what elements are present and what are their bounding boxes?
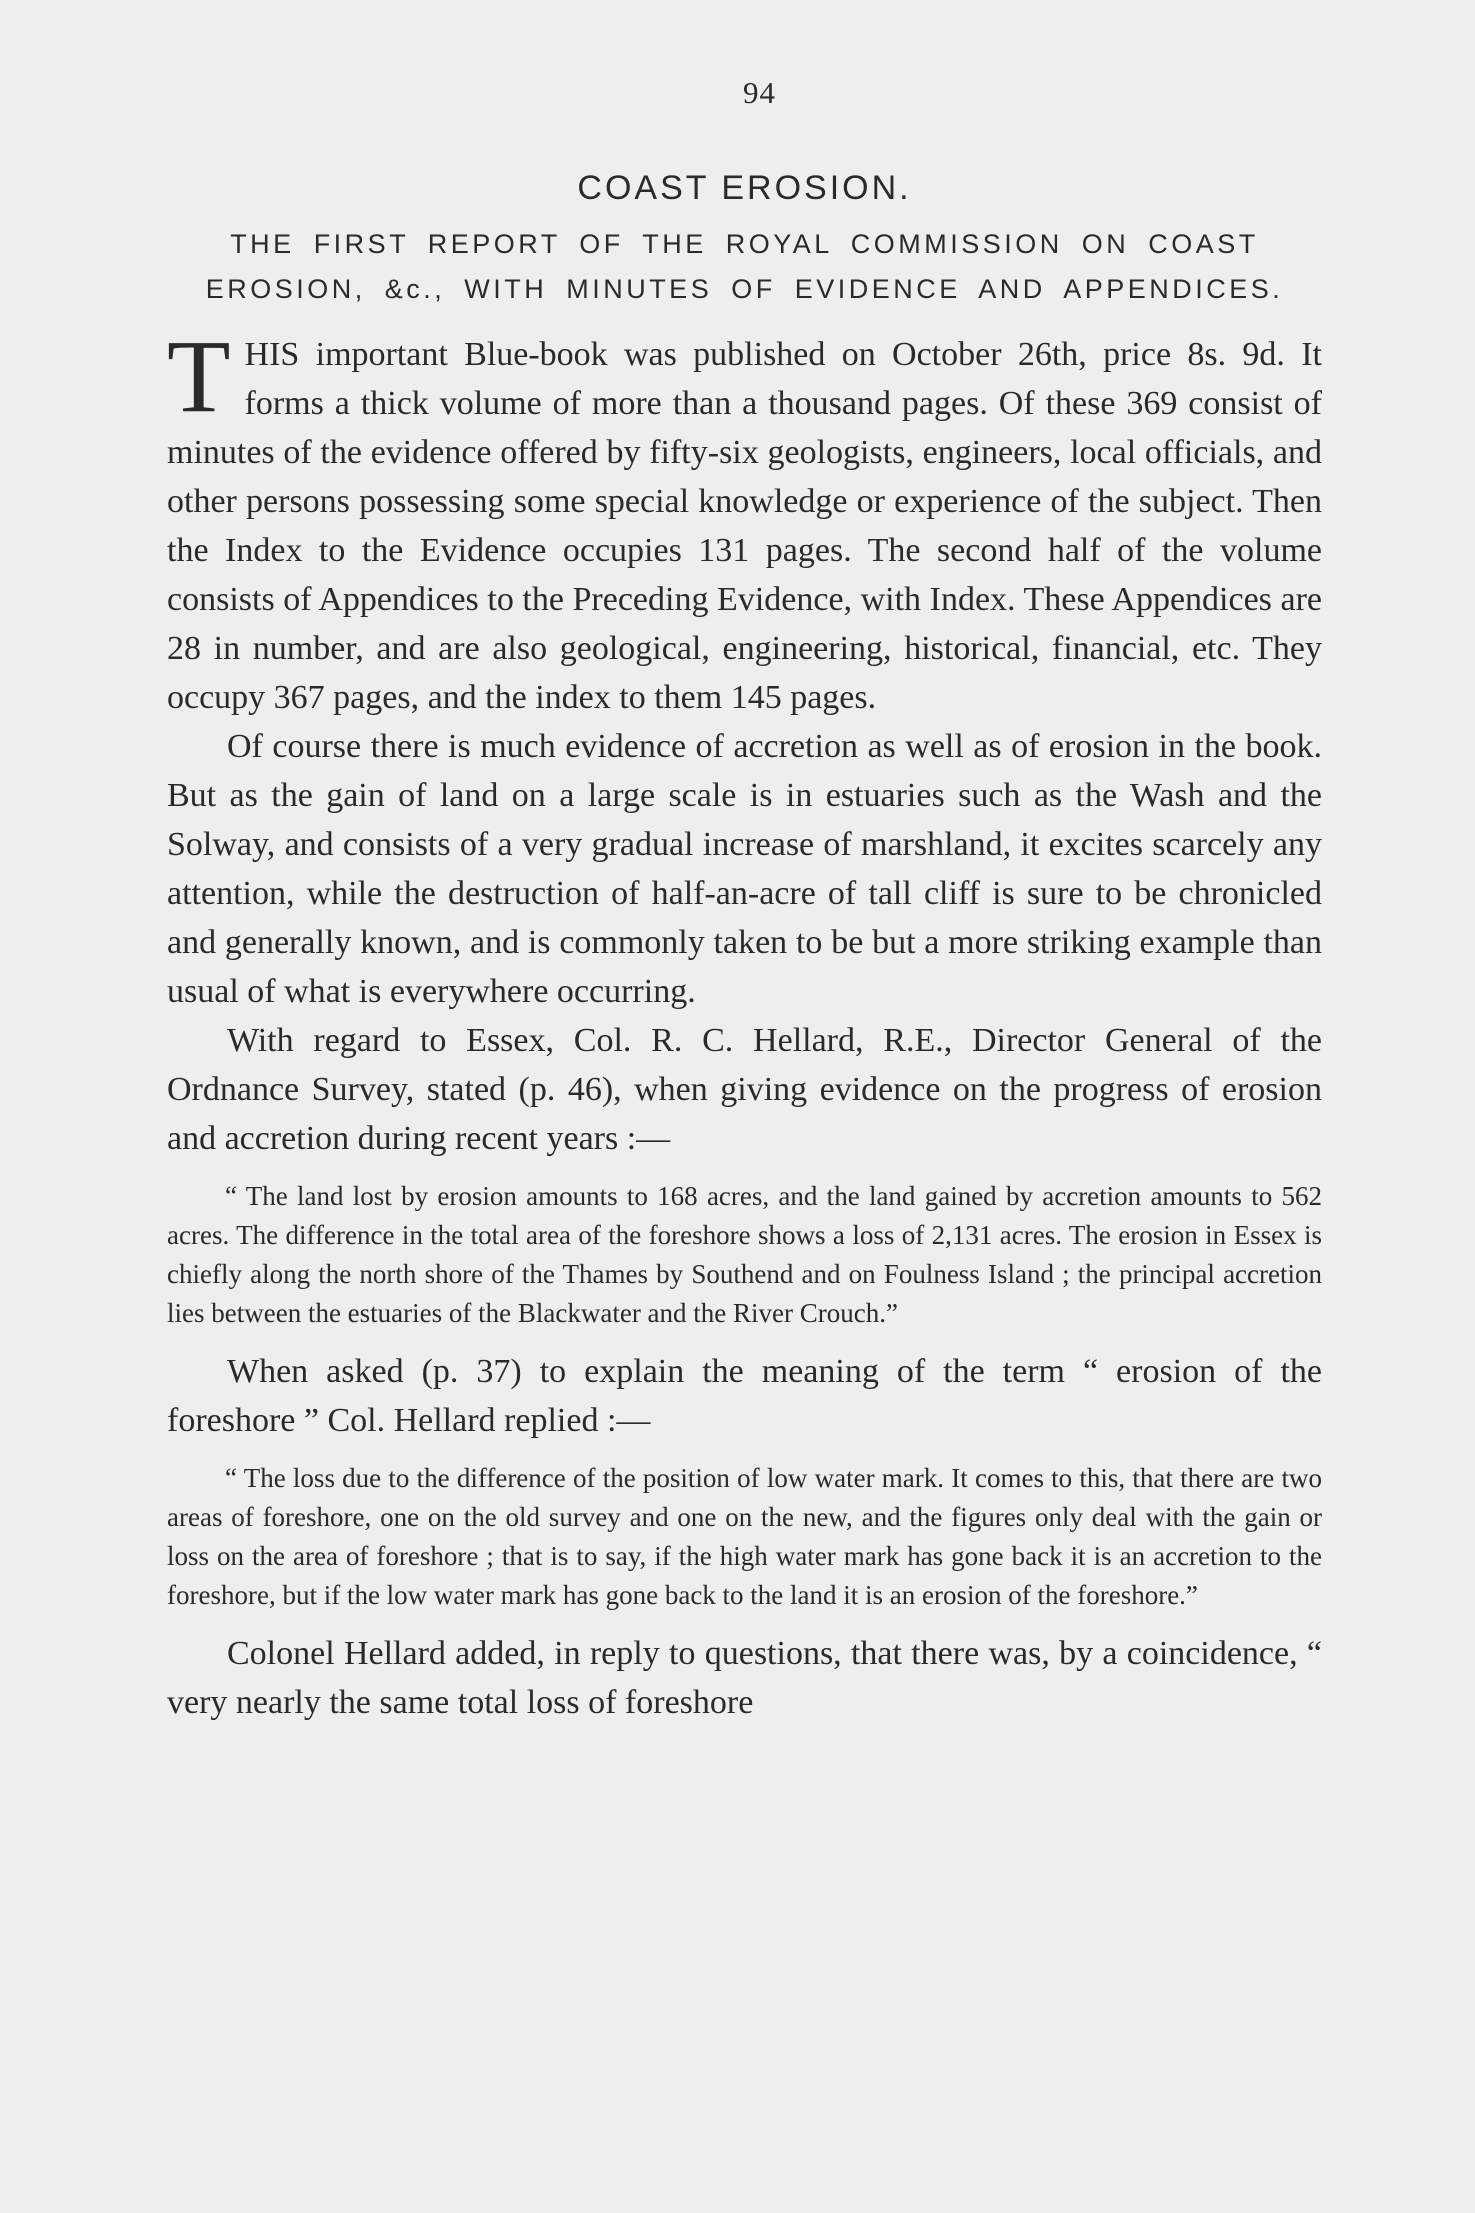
quotation-1: “ The land lost by erosion amounts to 168 acres, and the land gained by accretion amounts to 562 acres. The difference in the total area of the foreshore shows a loss of 2,131 acres. The erosion in Essex is chiefly along the north shore of the Thames by Southend and on Foulness Island ; the principal accretion lies between the estuaries of the Blackwater and the River Crouch.”	[167, 1181, 1322, 1328]
quotation-2: “ The loss due to the difference of the position of low water mark. It comes to this, that there are two areas of foreshore, one on the old survey and one on the new, and the figures only deal with the gain or loss on the area of foreshore ; that is to say, if the high water mark has gone back it is an accretion to the foreshore, but if the low water mark has gone back to the land it is an erosion of the foreshore.”	[167, 1463, 1322, 1610]
article-title: COAST EROSION.	[577, 169, 912, 207]
paragraph-1	[167, 319, 1322, 722]
paragraph-5: Colonel Hellard added, in reply to questions, that there was, by a coincidence, “ very nearly the same total loss of foreshore	[167, 1635, 1322, 1721]
paragraph-4: When asked (p. 37) to explain the meaning of the term “ erosion of the foreshore ” Col. Hellard replied :—	[167, 1353, 1322, 1439]
page-number: 94	[743, 75, 776, 110]
paragraph-1-text: HIS important Blue-book was published on October 26th, price 8s. 9d. It forms a thick volume of more than a thousand pages. Of these 369 consist of minutes of the evidence offered by fifty-six geologists, engineers, local officials, and other persons possessing some special knowledge or experience of the subject. Then the Index to the Evidence occupies 131 pages. The second half of the volume consists of Appendices to the Preceding Evidence, with Index. These Appendices are 28 in number, and are also geological, engineering, historical, financial, etc. They occupy 367 pages, and the index to them 145 pages.	[167, 336, 1322, 716]
paragraph-2: Of course there is much evidence of accretion as well as of erosion in the book. But as the gain of land on a large scale is in estuaries such as the Wash and the Solway, and consists of a very gradual increase of marshland, it excites scarcely any attention, while the destruction of half-an-acre of tall cliff is sure to be chronicled and generally known, and is commonly taken to be but a more striking example than usual of what is everywhere occurring.	[167, 728, 1322, 1010]
drop-cap: T	[167, 319, 231, 434]
paragraph-3: With regard to Essex, Col. R. C. Hellard, R.E., Director General of the Ordnance Survey, stated (p. 46), when giving evidence on the progress of erosion and accretion during recent years :—	[167, 1022, 1322, 1157]
article-subtitle: THE FIRST REPORT OF THE ROYAL COMMISSION ON COAST EROSION, &c., WITH MINUTES OF EVIDENCE AND APPENDICES.	[205, 229, 1284, 304]
